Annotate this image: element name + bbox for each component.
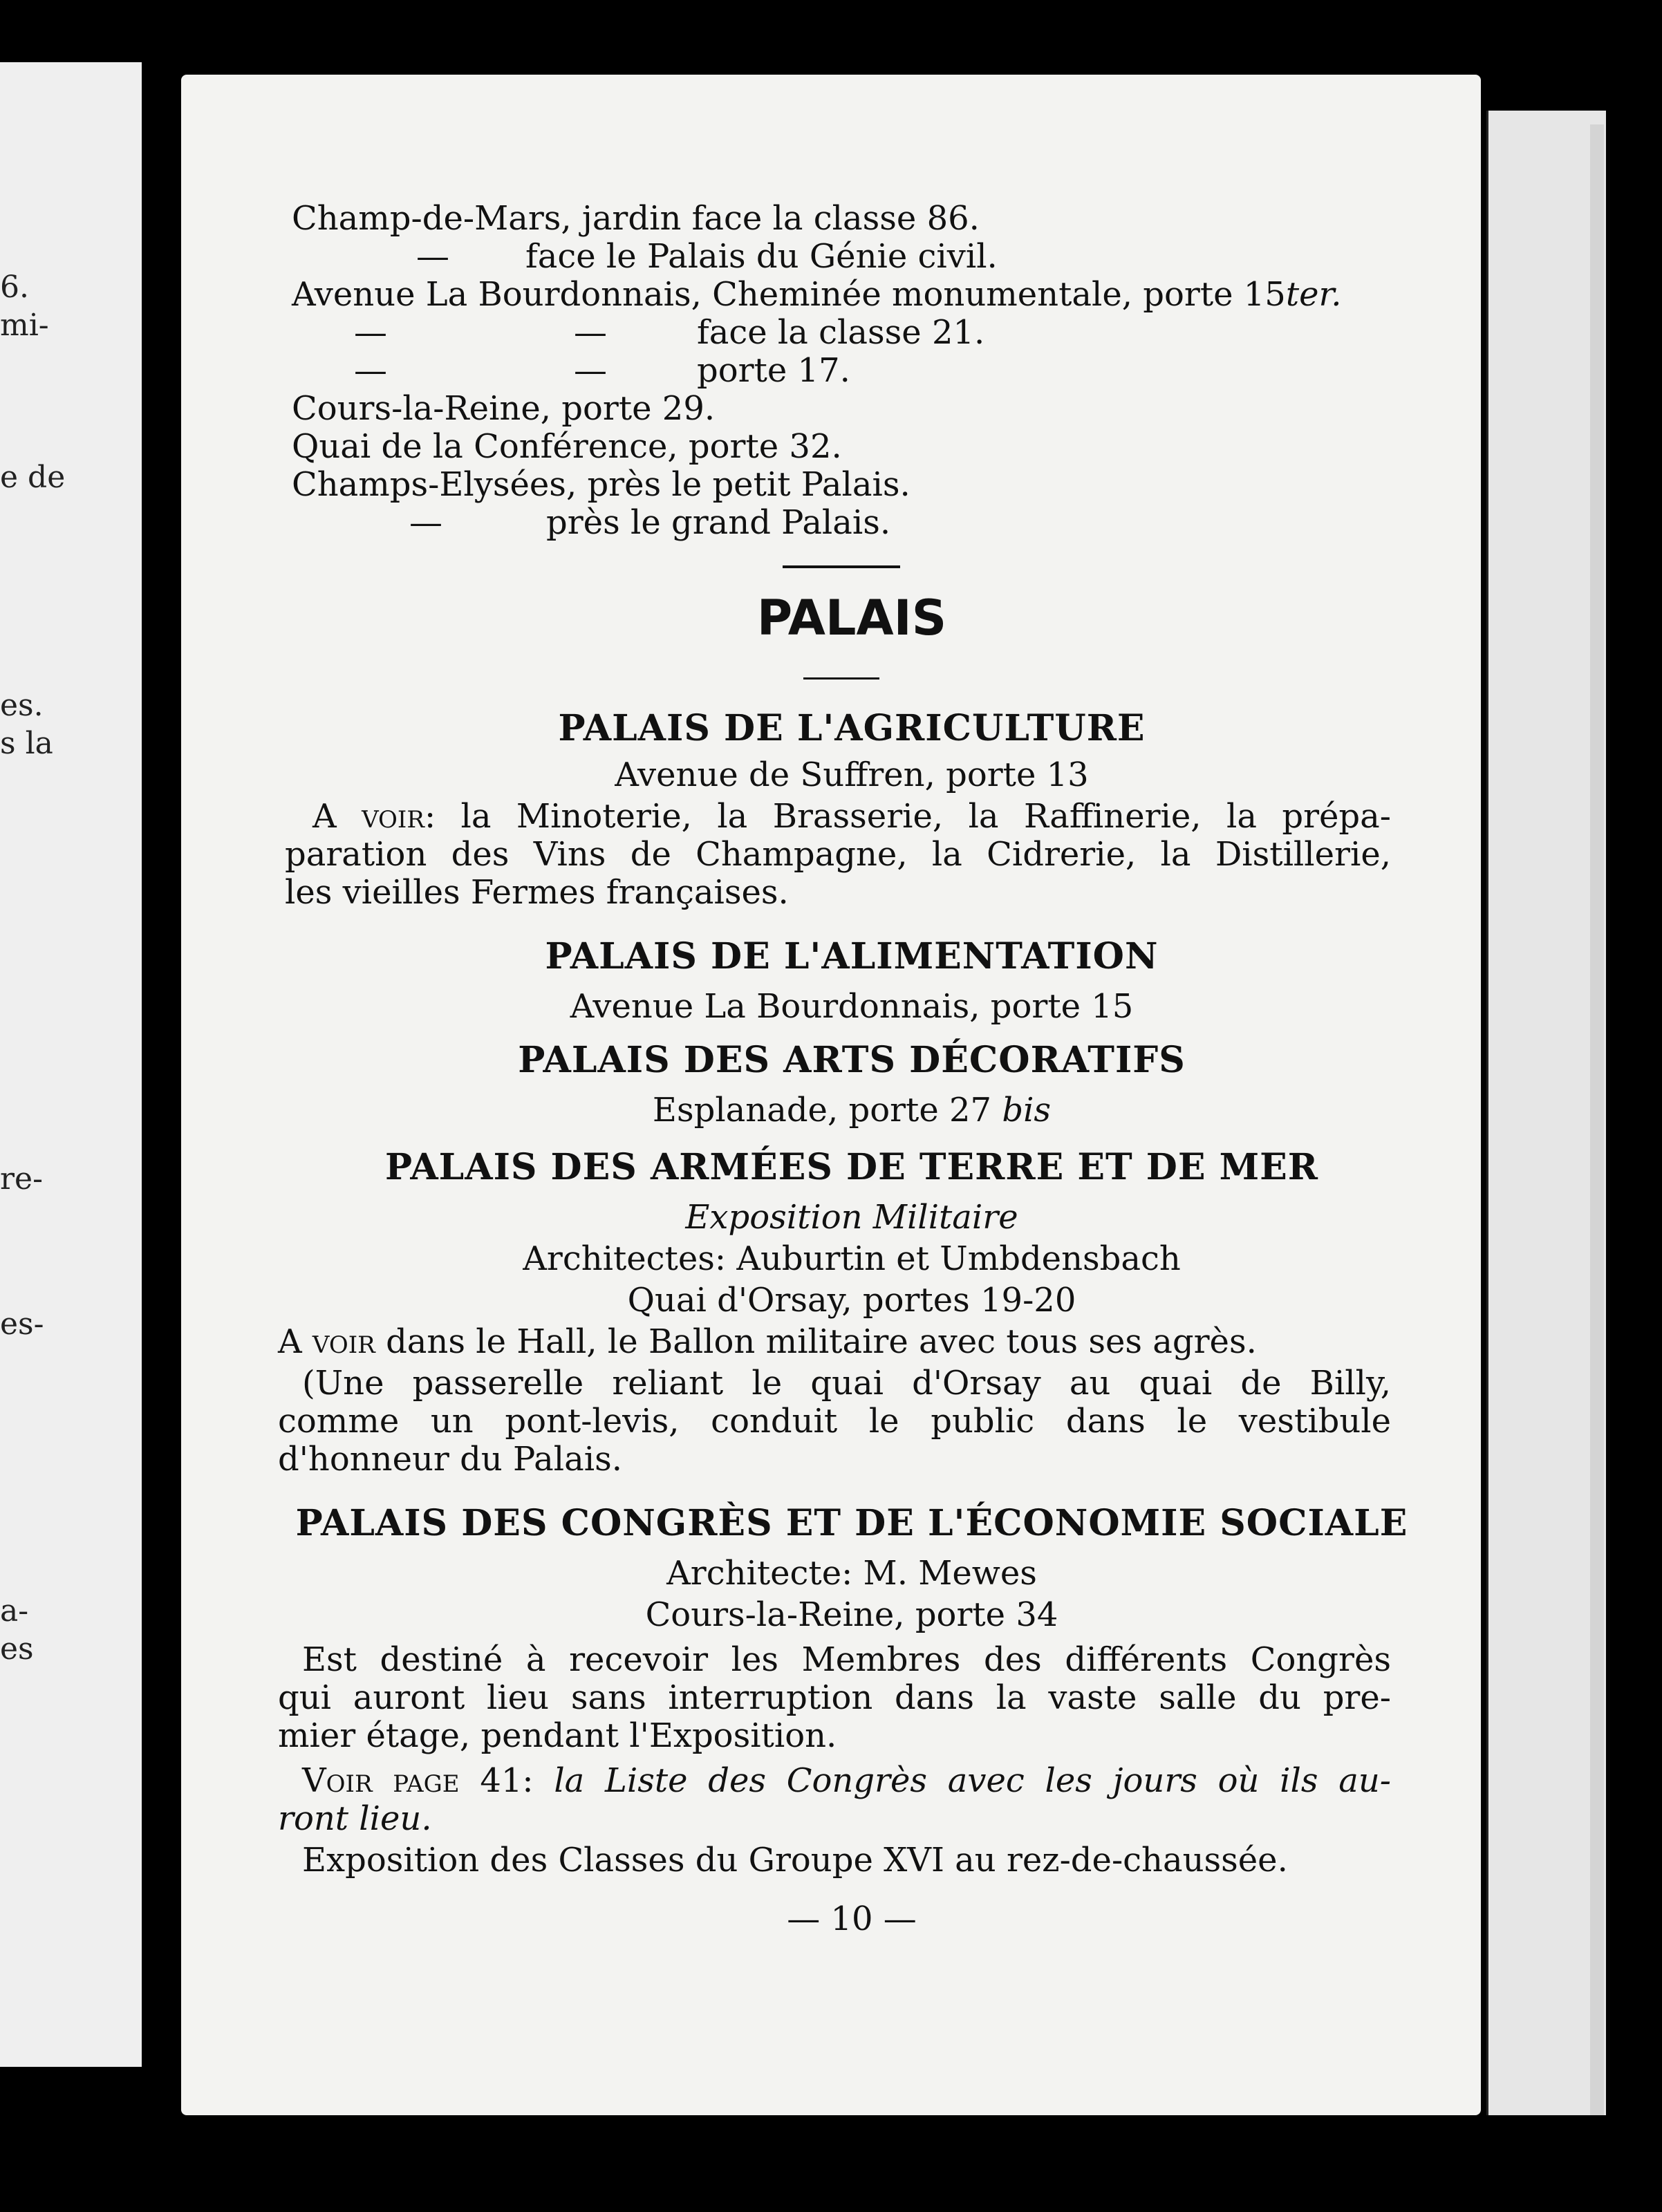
palais-congres-architect: Architecte: M. Mewes (666, 1554, 1037, 1593)
palais-congres-text: Est destiné à recevoir les Membres des différents Congrès (302, 1640, 1391, 1679)
list-item: Quai de la Conférence, porte 32. (292, 427, 842, 466)
palais-congres-voir: ront lieu. (278, 1799, 432, 1838)
palais-congres-address: Cours-la-Reine, porte 34 (645, 1595, 1058, 1634)
margin-fragment: a- (0, 1593, 29, 1629)
list-item: — près le grand Palais. (409, 503, 891, 542)
palais-armees-address: Quai d'Orsay, portes 19-20 (627, 1281, 1076, 1320)
book-page (181, 75, 1481, 2115)
list-item: — — face la classe 21. (354, 313, 985, 352)
page-edges-inner (1590, 124, 1604, 2115)
palais-armees-note: comme un pont-levis, conduit le public dans le vestibule (278, 1402, 1391, 1441)
margin-fragment: es- (0, 1306, 44, 1342)
palais-congres-voir: Voir page 41: la Liste des Congrès avec les jours où ils au- (302, 1761, 1391, 1800)
margin-fragment: e de (0, 460, 66, 495)
list-item: Champs-Elysées, près le petit Palais. (292, 465, 911, 504)
palais-arts-address: Esplanade, porte 27 bis (652, 1091, 1052, 1130)
section-title: PALAIS (756, 590, 947, 646)
palais-armees-note: d'honneur du Palais. (278, 1440, 622, 1479)
list-item: — face le Palais du Génie civil. (416, 237, 998, 276)
divider (803, 677, 879, 679)
palais-armees-text: A voir dans le Hall, le Ballon militaire avec tous ses agrès. (278, 1322, 1257, 1361)
palais-armees-subtitle: Exposition Militaire (685, 1198, 1018, 1237)
palais-congres-text: qui auront lieu sans interruption dans la vaste salle du pre- (278, 1678, 1391, 1717)
divider (783, 565, 900, 568)
margin-fragment: re- (0, 1161, 43, 1197)
palais-alimentation-address: Avenue La Bourdonnais, porte 15 (570, 987, 1134, 1026)
palais-congres-title: PALAIS DES CONGRÈS ET DE L'ÉCONOMIE SOCIALE (295, 1502, 1408, 1544)
margin-fragment: es. (0, 688, 44, 723)
palais-armees-title: PALAIS DES ARMÉES DE TERRE ET DE MER (385, 1146, 1318, 1188)
list-item: Champ-de-Mars, jardin face la classe 86. (292, 199, 980, 238)
margin-fragment: mi- (0, 308, 49, 343)
palais-arts-title: PALAIS DES ARTS DÉCORATIFS (518, 1039, 1186, 1081)
palais-agriculture-text: A voir: la Minoterie, la Brasserie, la Raffinerie, la prépa- (312, 797, 1391, 836)
list-item: Cours-la-Reine, porte 29. (292, 389, 716, 428)
palais-congres-final: Exposition des Classes du Groupe XVI au rez-de-chaussée. (302, 1841, 1288, 1880)
palais-armees-note: (Une passerelle reliant le quai d'Orsay au quai de Billy, (302, 1364, 1391, 1403)
margin-fragment: 6. (0, 270, 29, 305)
margin-fragment: s la (0, 726, 53, 761)
page-number: — 10 — (787, 1900, 917, 1938)
list-item: — — porte 17. (354, 351, 850, 390)
palais-agriculture-address: Avenue de Suffren, porte 13 (615, 756, 1089, 794)
list-item: Avenue La Bourdonnais, Cheminée monumentale, porte 15ter. (292, 275, 1342, 314)
margin-fragment: es (0, 1631, 34, 1667)
palais-agriculture-text: paration des Vins de Champagne, la Cidrerie, la Distillerie, (285, 835, 1391, 874)
book-gutter (142, 48, 183, 2122)
palais-congres-text: mier étage, pendant l'Exposition. (278, 1716, 837, 1755)
palais-alimentation-title: PALAIS DE L'ALIMENTATION (545, 935, 1159, 977)
palais-agriculture-text: les vieilles Fermes françaises. (285, 873, 789, 912)
palais-agriculture-title: PALAIS DE L'AGRICULTURE (558, 707, 1146, 749)
palais-armees-architects: Architectes: Auburtin et Umbdensbach (523, 1239, 1181, 1278)
previous-page-strip (0, 62, 149, 2067)
page-edges (1486, 111, 1606, 2115)
